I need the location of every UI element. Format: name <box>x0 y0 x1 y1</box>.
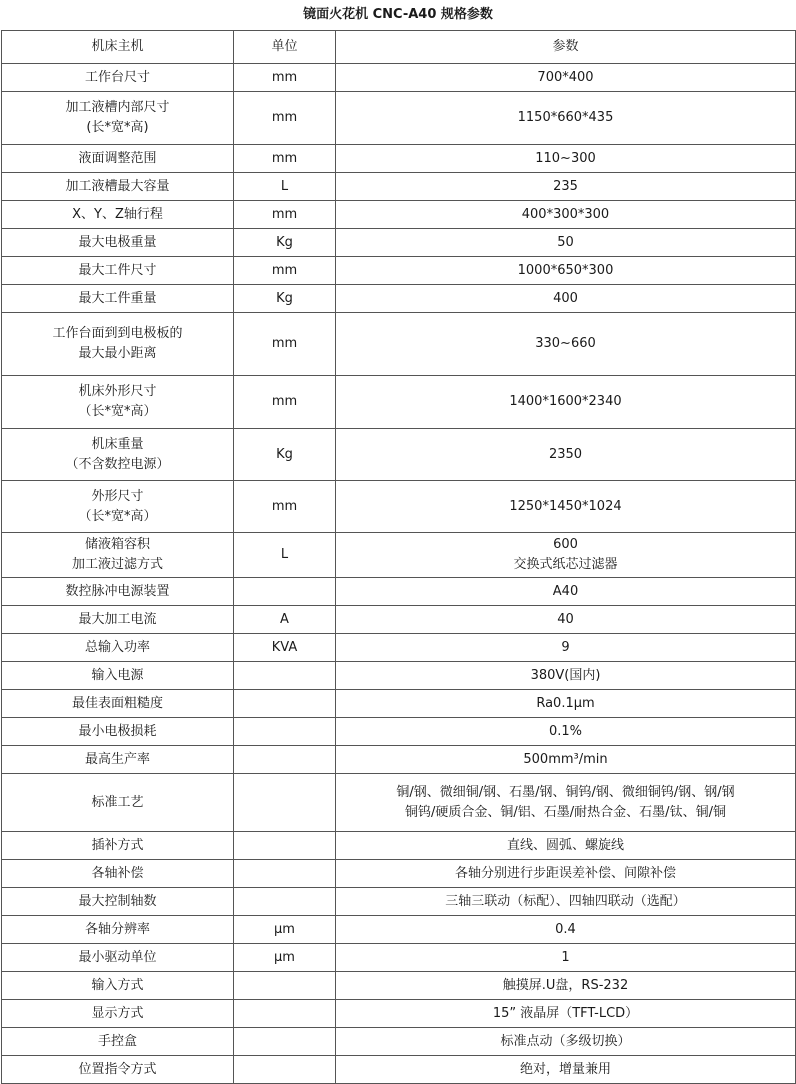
param-name-cell <box>2 173 234 201</box>
table-row <box>2 201 796 229</box>
param-name-cell <box>2 606 234 634</box>
param-name-line: 显示方式 <box>91 1005 144 1021</box>
value-cell <box>336 229 796 257</box>
param-name-line: 机床外形尺寸 <box>78 384 157 399</box>
param-name-line: （长*宽*高） <box>78 508 157 524</box>
param-name-line: 最大最小距离 <box>78 346 157 361</box>
param-name-line: (长*宽*高) <box>86 120 149 135</box>
value-cell <box>336 1000 796 1028</box>
param-name-line: 储液箱容积 <box>84 537 150 552</box>
value-line: A40 <box>552 583 579 599</box>
value-line: 触摸屏.U盘，RS-232 <box>502 977 629 993</box>
value-cell <box>336 690 796 718</box>
param-name-cell <box>2 690 234 718</box>
header-name: 机床主机 <box>2 31 234 64</box>
value-line: 直线、圆弧、螺旋线 <box>506 837 624 853</box>
unit-cell: L <box>234 173 336 201</box>
param-name-cell <box>2 972 234 1000</box>
value-line: 1150*660*435 <box>517 110 614 125</box>
value-cell <box>336 860 796 888</box>
value-cell <box>336 533 796 578</box>
param-name-cell <box>2 313 234 376</box>
param-name-line: 加工液过滤方式 <box>71 557 163 572</box>
value-cell <box>336 173 796 201</box>
value-cell <box>336 145 796 173</box>
unit-cell: Kg <box>234 285 336 313</box>
param-name-cell <box>2 860 234 888</box>
param-name-cell <box>2 64 234 92</box>
value-line: 700*400 <box>537 69 594 85</box>
param-name-line: 手控盒 <box>97 1033 137 1049</box>
unit-cell <box>234 888 336 916</box>
table-row <box>2 718 796 746</box>
value-line: 500mm³/min <box>523 751 608 767</box>
value-cell <box>336 662 796 690</box>
value-line: 400 <box>553 290 578 306</box>
table-row <box>2 376 796 429</box>
value-cell <box>336 64 796 92</box>
value-cell <box>336 972 796 1000</box>
unit-cell <box>234 1028 336 1056</box>
table-row <box>2 888 796 916</box>
value-line: 600 <box>553 537 578 552</box>
table-row <box>2 285 796 313</box>
unit-cell: mm <box>234 313 336 376</box>
param-name-line: 加工液槽内部尺寸 <box>65 100 170 115</box>
table-row <box>2 916 796 944</box>
unit-cell: μm <box>234 916 336 944</box>
param-name-cell <box>2 1056 234 1084</box>
table-row <box>2 832 796 860</box>
value-line: 400*300*300 <box>521 206 610 222</box>
table-row <box>2 64 796 92</box>
unit-cell: mm <box>234 145 336 173</box>
param-name-cell <box>2 257 234 285</box>
param-name-cell <box>2 832 234 860</box>
param-name-cell <box>2 774 234 832</box>
spec-table <box>1 30 796 1084</box>
table-row <box>2 145 796 173</box>
param-name-cell <box>2 229 234 257</box>
value-line: 1250*1450*1024 <box>509 498 622 514</box>
value-cell <box>336 634 796 662</box>
value-line: 1400*1600*2340 <box>509 394 622 409</box>
value-line: 铜钨/硬质合金、铜/铝、石墨/耐热合金、石墨/钛、铜/铜 <box>405 804 726 820</box>
param-name-line: （不含数控电源） <box>65 456 170 472</box>
value-line: Ra0.1μm <box>536 695 595 711</box>
value-cell <box>336 718 796 746</box>
unit-cell: A <box>234 606 336 634</box>
unit-cell <box>234 718 336 746</box>
param-name-line: 总输入功率 <box>84 639 150 655</box>
value-cell <box>336 746 796 774</box>
table-row <box>2 690 796 718</box>
table-row <box>2 481 796 533</box>
value-line: 15” 液晶屏（TFT-LCD） <box>492 1005 639 1021</box>
param-name-cell <box>2 578 234 606</box>
value-cell <box>336 429 796 481</box>
unit-cell: Kg <box>234 229 336 257</box>
table-row <box>2 1028 796 1056</box>
value-line: 380V(国内) <box>530 667 601 683</box>
table-row <box>2 173 796 201</box>
value-line: 9 <box>561 639 570 655</box>
unit-cell: L <box>234 533 336 578</box>
param-name-cell <box>2 746 234 774</box>
param-name-cell <box>2 145 234 173</box>
param-name-line: 外形尺寸 <box>91 488 144 504</box>
unit-cell <box>234 1056 336 1084</box>
value-line: 0.1% <box>548 723 583 739</box>
table-row <box>2 533 796 578</box>
table-row <box>2 972 796 1000</box>
value-line: 235 <box>553 178 578 194</box>
param-name-line: 工作台尺寸 <box>84 69 150 85</box>
param-name-cell <box>2 481 234 533</box>
table-row <box>2 1000 796 1028</box>
value-cell <box>336 376 796 429</box>
table-row <box>2 92 796 145</box>
value-line: 交换式纸芯过滤器 <box>513 557 618 572</box>
value-cell <box>336 916 796 944</box>
param-name-cell <box>2 944 234 972</box>
value-cell <box>336 285 796 313</box>
param-name-line: 标准工艺 <box>91 794 144 810</box>
param-name-cell <box>2 916 234 944</box>
unit-cell: Kg <box>234 429 336 481</box>
value-line: 330~660 <box>535 336 596 351</box>
unit-cell <box>234 860 336 888</box>
value-cell <box>336 257 796 285</box>
value-cell <box>336 481 796 533</box>
param-name-line: 最大加工电流 <box>78 611 157 627</box>
param-name-line: 最大工件尺寸 <box>78 262 157 278</box>
value-cell <box>336 1056 796 1084</box>
table-row <box>2 774 796 832</box>
value-line: 铜/钢、微细铜/钢、石墨/钢、铜钨/钢、微细铜钨/钢、钢/钢 <box>396 784 735 800</box>
param-name-cell <box>2 533 234 578</box>
param-name-line: 最大控制轴数 <box>78 893 157 909</box>
table-row <box>2 746 796 774</box>
table-row <box>2 662 796 690</box>
value-line: 1 <box>561 949 570 965</box>
value-cell <box>336 888 796 916</box>
param-name-cell <box>2 1000 234 1028</box>
param-name-cell <box>2 285 234 313</box>
param-name-line: 最小电极损耗 <box>78 723 157 739</box>
value-cell <box>336 832 796 860</box>
header-value: 参数 <box>336 31 796 64</box>
param-name-line: 最大电极重量 <box>78 234 157 250</box>
param-name-line: 液面调整范围 <box>78 150 157 166</box>
table-row <box>2 429 796 481</box>
header-unit: 单位 <box>234 31 336 64</box>
value-line: 各轴分别进行步距误差补偿、间隙补偿 <box>454 865 676 881</box>
unit-cell <box>234 690 336 718</box>
param-name-cell <box>2 1028 234 1056</box>
param-name-line: 各轴补偿 <box>91 865 144 881</box>
param-name-cell <box>2 888 234 916</box>
table-row <box>2 578 796 606</box>
param-name-cell <box>2 92 234 145</box>
unit-cell: KVA <box>234 634 336 662</box>
unit-cell: μm <box>234 944 336 972</box>
param-name-line: 输入方式 <box>91 977 144 993</box>
value-line: 2350 <box>548 446 583 462</box>
param-name-line: 插补方式 <box>91 837 144 853</box>
table-row <box>2 606 796 634</box>
unit-cell <box>234 774 336 832</box>
param-name-cell <box>2 634 234 662</box>
value-line: 0.4 <box>555 921 576 937</box>
param-name-cell <box>2 662 234 690</box>
param-name-line: 输入电源 <box>91 667 144 683</box>
value-cell <box>336 201 796 229</box>
param-name-line: 机床重量 <box>91 436 144 452</box>
unit-cell <box>234 578 336 606</box>
unit-cell: mm <box>234 64 336 92</box>
spec-table-body <box>2 31 796 1084</box>
unit-cell <box>234 972 336 1000</box>
param-name-line: 最大工件重量 <box>78 290 157 306</box>
table-row <box>2 257 796 285</box>
value-line: 标准点动（多级切换） <box>500 1033 631 1049</box>
unit-cell <box>234 662 336 690</box>
param-name-cell <box>2 718 234 746</box>
value-cell <box>336 313 796 376</box>
page-title: 镜面火花机 CNC-A40 规格参数 <box>303 7 493 22</box>
value-line: 三轴三联动（标配）、四轴四联动（选配） <box>445 893 686 909</box>
param-name-line: 工作台面到到电极板的 <box>52 326 183 341</box>
value-line: 110~300 <box>535 150 596 166</box>
table-row <box>2 634 796 662</box>
unit-cell <box>234 832 336 860</box>
param-name-line: 加工液槽最大容量 <box>65 178 170 194</box>
param-name-line: 最小驱动单位 <box>78 949 157 965</box>
param-name-line: 各轴分辨率 <box>84 921 150 937</box>
unit-cell: mm <box>234 201 336 229</box>
value-cell <box>336 578 796 606</box>
param-name-cell <box>2 201 234 229</box>
value-cell <box>336 944 796 972</box>
unit-cell: mm <box>234 376 336 429</box>
param-name-line: 数控脉冲电源装置 <box>65 583 170 599</box>
table-row <box>2 313 796 376</box>
unit-cell <box>234 1000 336 1028</box>
unit-cell: mm <box>234 481 336 533</box>
unit-cell <box>234 746 336 774</box>
value-line: 50 <box>557 234 574 250</box>
unit-cell: mm <box>234 257 336 285</box>
param-name-line: X、Y、Z轴行程 <box>72 206 163 222</box>
table-row <box>2 860 796 888</box>
table-header-row <box>2 31 796 64</box>
param-name-line: （长*宽*高） <box>78 404 157 419</box>
param-name-line: 位置指令方式 <box>78 1061 157 1077</box>
value-line: 40 <box>557 611 574 627</box>
param-name-line: 最佳表面粗糙度 <box>71 695 163 711</box>
param-name-line: 最高生产率 <box>84 751 150 767</box>
param-name-cell <box>2 376 234 429</box>
value-cell <box>336 92 796 145</box>
value-cell <box>336 606 796 634</box>
table-row <box>2 944 796 972</box>
table-row <box>2 1056 796 1084</box>
value-line: 绝对，增量兼用 <box>519 1061 611 1077</box>
table-row <box>2 229 796 257</box>
value-line: 1000*650*300 <box>517 262 614 278</box>
value-cell <box>336 1028 796 1056</box>
value-cell <box>336 774 796 832</box>
param-name-cell <box>2 429 234 481</box>
unit-cell: mm <box>234 92 336 145</box>
